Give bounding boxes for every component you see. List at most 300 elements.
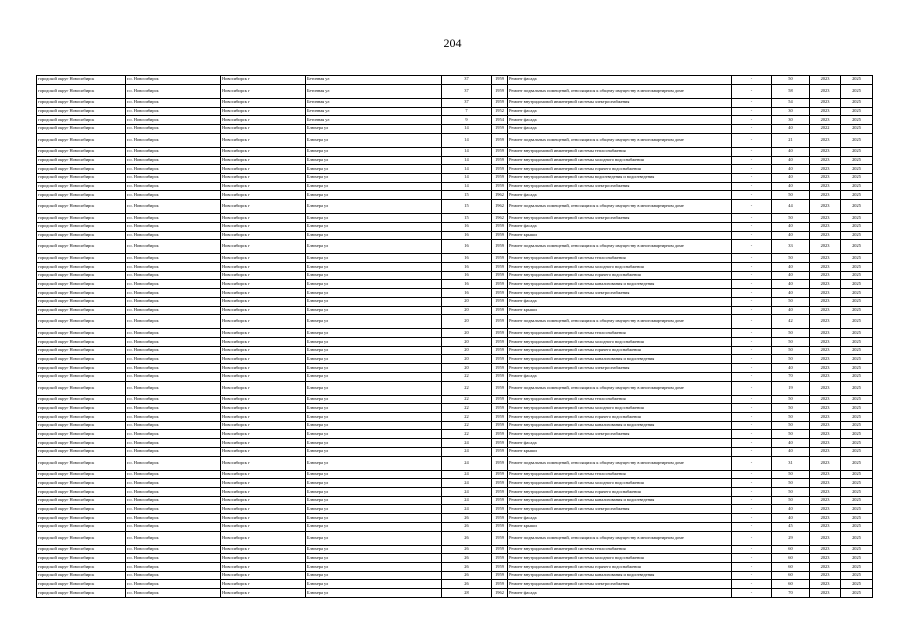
cell-mark: - xyxy=(732,563,772,572)
cell-value: 40 xyxy=(772,505,810,514)
cell-start-year: 2023 xyxy=(810,554,841,563)
cell-district: городской округ Новосибирск xyxy=(37,381,126,395)
table-row xyxy=(37,76,873,85)
cell-start-year: 2023 xyxy=(810,372,841,381)
cell-end-year: 2025 xyxy=(841,214,873,223)
cell-end-year: 2025 xyxy=(841,571,873,580)
cell-year: 1959 xyxy=(492,182,508,191)
cell-district: городской округ Новосибирск xyxy=(37,165,126,174)
cell-mark: - xyxy=(732,76,772,85)
cell-value: 60 xyxy=(772,571,810,580)
table-row xyxy=(37,456,873,470)
cell-work: Ремонт внутридомовой инженерной системы канализования и водоотведения xyxy=(508,421,732,430)
table-row xyxy=(37,488,873,497)
cell-settlement: г.о. Новосибирск xyxy=(126,355,221,364)
cell-street: Блюхера ул xyxy=(306,165,442,174)
cell-mark: - xyxy=(732,263,772,272)
cell-work: Ремонт внутридомовой инженерной системы канализования и водоотведения xyxy=(508,571,732,580)
cell-year: 1959 xyxy=(492,254,508,263)
cell-end-year: 2025 xyxy=(841,439,873,448)
cell-value: 40 xyxy=(772,447,810,456)
cell-value: 50 xyxy=(772,76,810,85)
cell-value: 50 xyxy=(772,338,810,347)
cell-city: Новосибирск г xyxy=(221,147,306,156)
cell-settlement: г.о. Новосибирск xyxy=(126,156,221,165)
cell-end-year: 2025 xyxy=(841,589,873,598)
cell-start-year: 2023 xyxy=(810,182,841,191)
cell-mark: - xyxy=(732,156,772,165)
cell-mark: - xyxy=(732,404,772,413)
cell-street: Блюхера ул xyxy=(306,156,442,165)
cell-end-year: 2025 xyxy=(841,488,873,497)
table-row xyxy=(37,413,873,422)
cell-street: Блюхера ул xyxy=(306,329,442,338)
cell-house: 20 xyxy=(442,297,492,306)
cell-district: городской округ Новосибирск xyxy=(37,315,126,329)
cell-start-year: 2023 xyxy=(810,306,841,315)
cell-mark: - xyxy=(732,329,772,338)
cell-year: 1959 xyxy=(492,173,508,182)
cell-street: Блюхера ул xyxy=(306,447,442,456)
cell-street: Блюхера ул xyxy=(306,430,442,439)
cell-city: Новосибирск г xyxy=(221,496,306,505)
cell-settlement: г.о. Новосибирск xyxy=(126,231,221,240)
cell-settlement: г.о. Новосибирск xyxy=(126,263,221,272)
cell-settlement: г.о. Новосибирск xyxy=(126,470,221,479)
cell-city: Новосибирск г xyxy=(221,430,306,439)
cell-start-year: 2023 xyxy=(810,589,841,598)
cell-settlement: г.о. Новосибирск xyxy=(126,505,221,514)
cell-value: 60 xyxy=(772,580,810,589)
cell-mark: - xyxy=(732,447,772,456)
cell-end-year: 2025 xyxy=(841,191,873,200)
cell-settlement: г.о. Новосибирск xyxy=(126,173,221,182)
table-row xyxy=(37,271,873,280)
cell-house: 28 xyxy=(442,589,492,598)
cell-street: Блюхера ул xyxy=(306,479,442,488)
cell-settlement: г.о. Новосибирск xyxy=(126,589,221,598)
cell-city: Новосибирск г xyxy=(221,413,306,422)
cell-value: 40 xyxy=(772,156,810,165)
cell-start-year: 2023 xyxy=(810,364,841,373)
cell-end-year: 2025 xyxy=(841,421,873,430)
cell-house: 26 xyxy=(442,563,492,572)
cell-district: городской округ Новосибирск xyxy=(37,589,126,598)
cell-city: Новосибирск г xyxy=(221,381,306,395)
cell-street: Блюхера ул xyxy=(306,421,442,430)
cell-year: 1959 xyxy=(492,571,508,580)
table-row xyxy=(37,280,873,289)
cell-value: 33 xyxy=(772,240,810,254)
cell-settlement: г.о. Новосибирск xyxy=(126,191,221,200)
cell-settlement: г.о. Новосибирск xyxy=(126,413,221,422)
cell-street: Блюхера ул xyxy=(306,381,442,395)
cell-district: городской округ Новосибирск xyxy=(37,439,126,448)
cell-district: городской округ Новосибирск xyxy=(37,231,126,240)
cell-house: 14 xyxy=(442,182,492,191)
cell-work: Ремонт внутридомовой инженерной системы канализования и водоотведения xyxy=(508,355,732,364)
cell-year: 1959 xyxy=(492,456,508,470)
cell-start-year: 2023 xyxy=(810,165,841,174)
cell-value: 40 xyxy=(772,271,810,280)
cell-street: Блюхера ул xyxy=(306,173,442,182)
cell-value: 40 xyxy=(772,514,810,523)
cell-house: 26 xyxy=(442,531,492,545)
cell-street: Блюхера ул xyxy=(306,306,442,315)
cell-settlement: г.о. Новосибирск xyxy=(126,98,221,107)
table-row xyxy=(37,381,873,395)
cell-mark: - xyxy=(732,107,772,116)
cell-district: городской округ Новосибирск xyxy=(37,240,126,254)
cell-settlement: г.о. Новосибирск xyxy=(126,329,221,338)
cell-street: Блюхера ул xyxy=(306,254,442,263)
page-number: 204 xyxy=(443,36,462,50)
cell-city: Новосибирск г xyxy=(221,488,306,497)
cell-start-year: 2023 xyxy=(810,147,841,156)
cell-mark: - xyxy=(732,173,772,182)
cell-district: городской округ Новосибирск xyxy=(37,263,126,272)
cell-work: Ремонт внутридомовой инженерной системы водоотведения и водоотведения xyxy=(508,173,732,182)
cell-year: 1959 xyxy=(492,355,508,364)
table-row xyxy=(37,355,873,364)
cell-street: Блюхера ул xyxy=(306,563,442,572)
cell-value: 60 xyxy=(772,563,810,572)
cell-street: Блюхера ул xyxy=(306,496,442,505)
cell-settlement: г.о. Новосибирск xyxy=(126,404,221,413)
cell-street: Бетонная ул xyxy=(306,116,442,125)
cell-house: 26 xyxy=(442,514,492,523)
cell-value: 50 xyxy=(772,479,810,488)
table-row xyxy=(37,545,873,554)
cell-mark: - xyxy=(732,505,772,514)
cell-work: Ремонт фасада xyxy=(508,439,732,448)
cell-street: Блюхера ул xyxy=(306,395,442,404)
table-row xyxy=(37,263,873,272)
cell-mark: - xyxy=(732,430,772,439)
cell-start-year: 2023 xyxy=(810,133,841,147)
cell-end-year: 2025 xyxy=(841,447,873,456)
cell-year: 1959 xyxy=(492,124,508,133)
cell-value: 50 xyxy=(772,214,810,223)
cell-settlement: г.о. Новосибирск xyxy=(126,315,221,329)
cell-value: 50 xyxy=(772,297,810,306)
cell-work: Ремонт внутридомовой инженерной системы теплоснабжения xyxy=(508,545,732,554)
cell-street: Блюхера ул xyxy=(306,413,442,422)
table-row xyxy=(37,289,873,298)
cell-start-year: 2023 xyxy=(810,254,841,263)
cell-year: 1959 xyxy=(492,289,508,298)
cell-house: 16 xyxy=(442,280,492,289)
cell-work: Ремонт внутридомовой инженерной системы теплоснабжения xyxy=(508,470,732,479)
cell-start-year: 2023 xyxy=(810,479,841,488)
cell-mark: - xyxy=(732,456,772,470)
cell-district: городской округ Новосибирск xyxy=(37,214,126,223)
cell-street: Блюхера ул xyxy=(306,199,442,213)
cell-end-year: 2025 xyxy=(841,430,873,439)
cell-start-year: 2023 xyxy=(810,456,841,470)
table-row xyxy=(37,531,873,545)
cell-district: городской округ Новосибирск xyxy=(37,505,126,514)
cell-settlement: г.о. Новосибирск xyxy=(126,421,221,430)
table-row xyxy=(37,479,873,488)
cell-city: Новосибирск г xyxy=(221,338,306,347)
cell-mark: - xyxy=(732,98,772,107)
cell-start-year: 2023 xyxy=(810,173,841,182)
cell-mark: - xyxy=(732,297,772,306)
cell-end-year: 2025 xyxy=(841,395,873,404)
cell-settlement: г.о. Новосибирск xyxy=(126,580,221,589)
cell-district: городской округ Новосибирск xyxy=(37,355,126,364)
cell-start-year: 2023 xyxy=(810,531,841,545)
cell-mark: - xyxy=(732,254,772,263)
cell-value: 19 xyxy=(772,381,810,395)
cell-house: 14 xyxy=(442,133,492,147)
cell-work: Ремонт подвальных помещений, относящихся к общему имуществу в многоквартирном доме xyxy=(508,199,732,213)
cell-settlement: г.о. Новосибирск xyxy=(126,395,221,404)
cell-value: 50 xyxy=(772,488,810,497)
cell-end-year: 2025 xyxy=(841,522,873,531)
cell-mark: - xyxy=(732,554,772,563)
cell-start-year: 2023 xyxy=(810,107,841,116)
cell-house: 7 xyxy=(442,107,492,116)
cell-street: Блюхера ул xyxy=(306,514,442,523)
cell-mark: - xyxy=(732,199,772,213)
cell-mark: - xyxy=(732,372,772,381)
cell-city: Новосибирск г xyxy=(221,254,306,263)
cell-house: 24 xyxy=(442,479,492,488)
cell-start-year: 2023 xyxy=(810,231,841,240)
table-row xyxy=(37,470,873,479)
cell-work: Ремонт внутридомовой инженерной системы теплоснабжения xyxy=(508,395,732,404)
cell-end-year: 2025 xyxy=(841,531,873,545)
cell-mark: - xyxy=(732,133,772,147)
cell-year: 1959 xyxy=(492,133,508,147)
cell-district: городской округ Новосибирск xyxy=(37,563,126,572)
cell-district: городской округ Новосибирск xyxy=(37,545,126,554)
cell-work: Ремонт внутридомовой инженерной системы электроснабжения xyxy=(508,580,732,589)
cell-district: городской округ Новосибирск xyxy=(37,372,126,381)
cell-value: 58 xyxy=(772,84,810,98)
cell-mark: - xyxy=(732,240,772,254)
cell-mark: - xyxy=(732,289,772,298)
cell-settlement: г.о. Новосибирск xyxy=(126,133,221,147)
cell-settlement: г.о. Новосибирск xyxy=(126,372,221,381)
cell-house: 15 xyxy=(442,199,492,213)
cell-city: Новосибирск г xyxy=(221,107,306,116)
cell-work: Ремонт фасада xyxy=(508,297,732,306)
cell-district: городской округ Новосибирск xyxy=(37,173,126,182)
cell-city: Новосибирск г xyxy=(221,395,306,404)
cell-city: Новосибирск г xyxy=(221,124,306,133)
cell-mark: - xyxy=(732,315,772,329)
cell-street: Блюхера ул xyxy=(306,263,442,272)
cell-end-year: 2025 xyxy=(841,479,873,488)
cell-work: Ремонт фасада xyxy=(508,372,732,381)
cell-settlement: г.о. Новосибирск xyxy=(126,430,221,439)
cell-settlement: г.о. Новосибирск xyxy=(126,222,221,231)
cell-street: Блюхера ул xyxy=(306,147,442,156)
cell-city: Новосибирск г xyxy=(221,165,306,174)
cell-mark: - xyxy=(732,381,772,395)
table-row xyxy=(37,338,873,347)
cell-year: 1959 xyxy=(492,439,508,448)
cell-settlement: г.о. Новосибирск xyxy=(126,116,221,125)
cell-house: 15 xyxy=(442,191,492,200)
cell-year: 1959 xyxy=(492,545,508,554)
cell-value: 40 xyxy=(772,306,810,315)
table-row xyxy=(37,116,873,125)
cell-district: городской округ Новосибирск xyxy=(37,107,126,116)
cell-work: Ремонт внутридомовой инженерной системы горячего водоснабжения xyxy=(508,488,732,497)
cell-house: 22 xyxy=(442,404,492,413)
cell-district: городской округ Новосибирск xyxy=(37,488,126,497)
cell-end-year: 2025 xyxy=(841,147,873,156)
cell-street: Блюхера ул xyxy=(306,271,442,280)
cell-street: Блюхера ул xyxy=(306,346,442,355)
cell-house: 22 xyxy=(442,381,492,395)
cell-year: 1959 xyxy=(492,488,508,497)
cell-end-year: 2025 xyxy=(841,124,873,133)
cell-district: городской округ Новосибирск xyxy=(37,199,126,213)
cell-settlement: г.о. Новосибирск xyxy=(126,214,221,223)
cell-settlement: г.о. Новосибирск xyxy=(126,147,221,156)
cell-house: 24 xyxy=(442,447,492,456)
cell-year: 1959 xyxy=(492,271,508,280)
cell-value: 29 xyxy=(772,531,810,545)
table-row xyxy=(37,563,873,572)
cell-start-year: 2023 xyxy=(810,522,841,531)
cell-house: 22 xyxy=(442,421,492,430)
cell-end-year: 2025 xyxy=(841,456,873,470)
cell-year: 1959 xyxy=(492,240,508,254)
cell-year: 1959 xyxy=(492,479,508,488)
cell-value: 60 xyxy=(772,545,810,554)
cell-house: 26 xyxy=(442,571,492,580)
cell-mark: - xyxy=(732,470,772,479)
cell-start-year: 2023 xyxy=(810,289,841,298)
cell-city: Новосибирск г xyxy=(221,329,306,338)
cell-work: Ремонт внутридомовой инженерной системы электроснабжения xyxy=(508,364,732,373)
table-row xyxy=(37,84,873,98)
table-body xyxy=(37,76,873,598)
table-row xyxy=(37,156,873,165)
cell-house: 24 xyxy=(442,470,492,479)
cell-end-year: 2025 xyxy=(841,254,873,263)
table-row xyxy=(37,430,873,439)
cell-settlement: г.о. Новосибирск xyxy=(126,554,221,563)
cell-work: Ремонт подвальных помещений, относящихся к общему имуществу в многоквартирном доме xyxy=(508,381,732,395)
cell-settlement: г.о. Новосибирск xyxy=(126,496,221,505)
cell-district: городской округ Новосибирск xyxy=(37,306,126,315)
cell-year: 1962 xyxy=(492,589,508,598)
cell-year: 1959 xyxy=(492,580,508,589)
cell-street: Блюхера ул xyxy=(306,280,442,289)
cell-mark: - xyxy=(732,479,772,488)
cell-end-year: 2025 xyxy=(841,315,873,329)
cell-district: городской округ Новосибирск xyxy=(37,430,126,439)
cell-city: Новосибирск г xyxy=(221,439,306,448)
table-row xyxy=(37,346,873,355)
cell-district: городской округ Новосибирск xyxy=(37,447,126,456)
cell-end-year: 2025 xyxy=(841,199,873,213)
cell-start-year: 2023 xyxy=(810,421,841,430)
cell-street: Блюхера ул xyxy=(306,315,442,329)
cell-end-year: 2025 xyxy=(841,231,873,240)
cell-mark: - xyxy=(732,338,772,347)
table-row xyxy=(37,133,873,147)
cell-city: Новосибирск г xyxy=(221,306,306,315)
cell-district: городской округ Новосибирск xyxy=(37,124,126,133)
cell-settlement: г.о. Новосибирск xyxy=(126,522,221,531)
cell-end-year: 2025 xyxy=(841,156,873,165)
cell-work: Ремонт внутридомовой инженерной системы холодного водоснабжения xyxy=(508,479,732,488)
cell-value: 42 xyxy=(772,315,810,329)
cell-start-year: 2023 xyxy=(810,156,841,165)
cell-start-year: 2023 xyxy=(810,271,841,280)
cell-year: 1959 xyxy=(492,84,508,98)
cell-street: Блюхера ул xyxy=(306,505,442,514)
table-row xyxy=(37,329,873,338)
cell-end-year: 2025 xyxy=(841,133,873,147)
cell-house: 22 xyxy=(442,430,492,439)
cell-start-year: 2023 xyxy=(810,98,841,107)
cell-house: 24 xyxy=(442,439,492,448)
cell-district: городской округ Новосибирск xyxy=(37,84,126,98)
cell-house: 16 xyxy=(442,254,492,263)
cell-settlement: г.о. Новосибирск xyxy=(126,280,221,289)
cell-work: Ремонт внутридомовой инженерной системы горячего водоснабжения xyxy=(508,271,732,280)
cell-work: Ремонт внутридомовой инженерной системы холодного водоснабжения xyxy=(508,338,732,347)
cell-value: 40 xyxy=(772,182,810,191)
cell-value: 40 xyxy=(772,289,810,298)
cell-end-year: 2025 xyxy=(841,381,873,395)
cell-year: 1959 xyxy=(492,381,508,395)
cell-house: 22 xyxy=(442,372,492,381)
cell-year: 1959 xyxy=(492,505,508,514)
cell-end-year: 2025 xyxy=(841,372,873,381)
cell-end-year: 2025 xyxy=(841,364,873,373)
table-row xyxy=(37,231,873,240)
cell-street: Блюхера ул xyxy=(306,231,442,240)
cell-street: Блюхера ул xyxy=(306,372,442,381)
cell-value: 50 xyxy=(772,346,810,355)
cell-street: Бетонная ул xyxy=(306,76,442,85)
cell-work: Ремонт внутридомовой инженерной системы канализования и водоотведения xyxy=(508,280,732,289)
cell-year: 1959 xyxy=(492,222,508,231)
cell-end-year: 2025 xyxy=(841,173,873,182)
cell-street: Блюхера ул xyxy=(306,545,442,554)
cell-end-year: 2025 xyxy=(841,338,873,347)
cell-street: Блюхера ул xyxy=(306,338,442,347)
cell-city: Новосибирск г xyxy=(221,479,306,488)
cell-mark: - xyxy=(732,571,772,580)
cell-year: 1959 xyxy=(492,496,508,505)
cell-district: городской округ Новосибирск xyxy=(37,580,126,589)
cell-end-year: 2025 xyxy=(841,263,873,272)
cell-end-year: 2025 xyxy=(841,165,873,174)
cell-city: Новосибирск г xyxy=(221,514,306,523)
cell-settlement: г.о. Новосибирск xyxy=(126,571,221,580)
cell-start-year: 2023 xyxy=(810,470,841,479)
cell-work: Ремонт подвальных помещений, относящихся к общему имуществу в многоквартирном доме xyxy=(508,531,732,545)
cell-year: 1959 xyxy=(492,147,508,156)
cell-work: Ремонт фасада xyxy=(508,589,732,598)
cell-end-year: 2025 xyxy=(841,346,873,355)
cell-year: 1959 xyxy=(492,98,508,107)
cell-settlement: г.о. Новосибирск xyxy=(126,297,221,306)
cell-settlement: г.о. Новосибирск xyxy=(126,563,221,572)
cell-settlement: г.о. Новосибирск xyxy=(126,439,221,448)
